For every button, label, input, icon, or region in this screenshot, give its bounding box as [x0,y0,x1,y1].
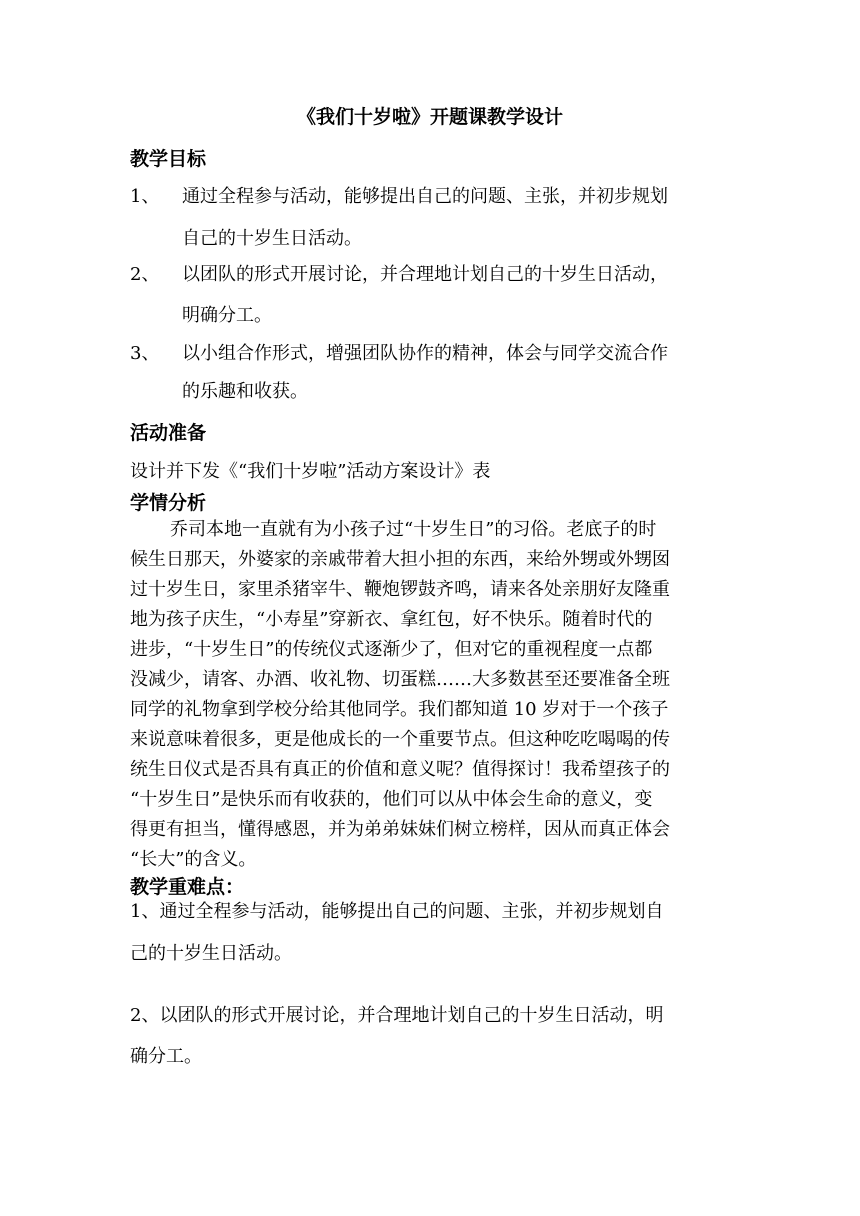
analysis-line: 统生日仪式是否具有真正的价值和意义呢？值得探讨！我希望孩子的 [130,759,670,780]
analysis-line: “十岁生日”是快乐而有收获的，他们可以从中体会生命的意义，变 [130,789,653,810]
goal-item-line: 的乐趣和收获。 [182,381,308,402]
goal-item-number: 3、 [130,343,160,364]
goal-item-number: 1、 [130,186,160,207]
key-point-line: 确分工。 [130,1046,202,1067]
analysis-line: 没减少，请客、办酒、收礼物、切蛋糕……大多数甚至还要准备全班 [130,669,670,690]
section-heading-goals: 教学目标 [130,148,207,170]
goal-item-line: 通过全程参与活动，能够提出自己的问题、主张，并初步规划 [182,186,668,207]
analysis-line: 同学的礼物拿到学校分给其他同学。我们都知道 10 岁对于一个孩子 [130,699,669,720]
goal-item-line: 自己的十岁生日活动。 [182,228,362,249]
analysis-line: 进步，“十岁生日”的传统仪式逐渐少了，但对它的重视程度一点都 [130,639,653,660]
prep-text: 设计并下发《“我们十岁啦”活动方案设计》表 [130,461,491,482]
section-heading-key-points: 教学重难点： [130,876,245,898]
section-heading-analysis: 学情分析 [130,492,207,514]
key-point-line: 1、通过全程参与活动，能够提出自己的问题、主张，并初步规划自 [130,901,664,922]
analysis-line: 地为孩子庆生，“小寿星”穿新衣、拿红包，好不快乐。随着时代的 [130,609,653,630]
goal-item-number: 2、 [130,264,160,285]
analysis-line: 得更有担当，懂得感恩，并为弟弟妹妹们树立榜样，因从而真正体会 [130,819,670,840]
analysis-line: “长大”的含义。 [130,849,257,870]
page-title: 《我们十岁啦》开题课教学设计 [296,106,563,128]
analysis-line: 过十岁生日，家里杀猪宰牛、鞭炮锣鼓齐鸣，请来各处亲朋好友隆重 [130,579,670,600]
goal-item-line: 以团队的形式开展讨论，并合理地计划自己的十岁生日活动， [182,264,668,285]
analysis-line: 候生日那天，外婆家的亲戚带着大担小担的东西，来给外甥或外甥囡 [130,549,670,570]
goal-item-line: 明确分工。 [182,305,272,326]
goal-item-line: 以小组合作形式，增强团队协作的精神，体会与同学交流合作 [182,343,668,364]
key-point-line: 2、以团队的形式开展讨论，并合理地计划自己的十岁生日活动，明 [130,1005,664,1026]
analysis-line: 来说意味着很多，更是他成长的一个重要节点。但这种吃吃喝喝的传 [130,729,670,750]
key-point-line: 己的十岁生日活动。 [130,943,292,964]
analysis-line: 乔司本地一直就有为小孩子过“十岁生日”的习俗。老底子的时 [170,519,657,540]
section-heading-prep: 活动准备 [130,422,207,444]
